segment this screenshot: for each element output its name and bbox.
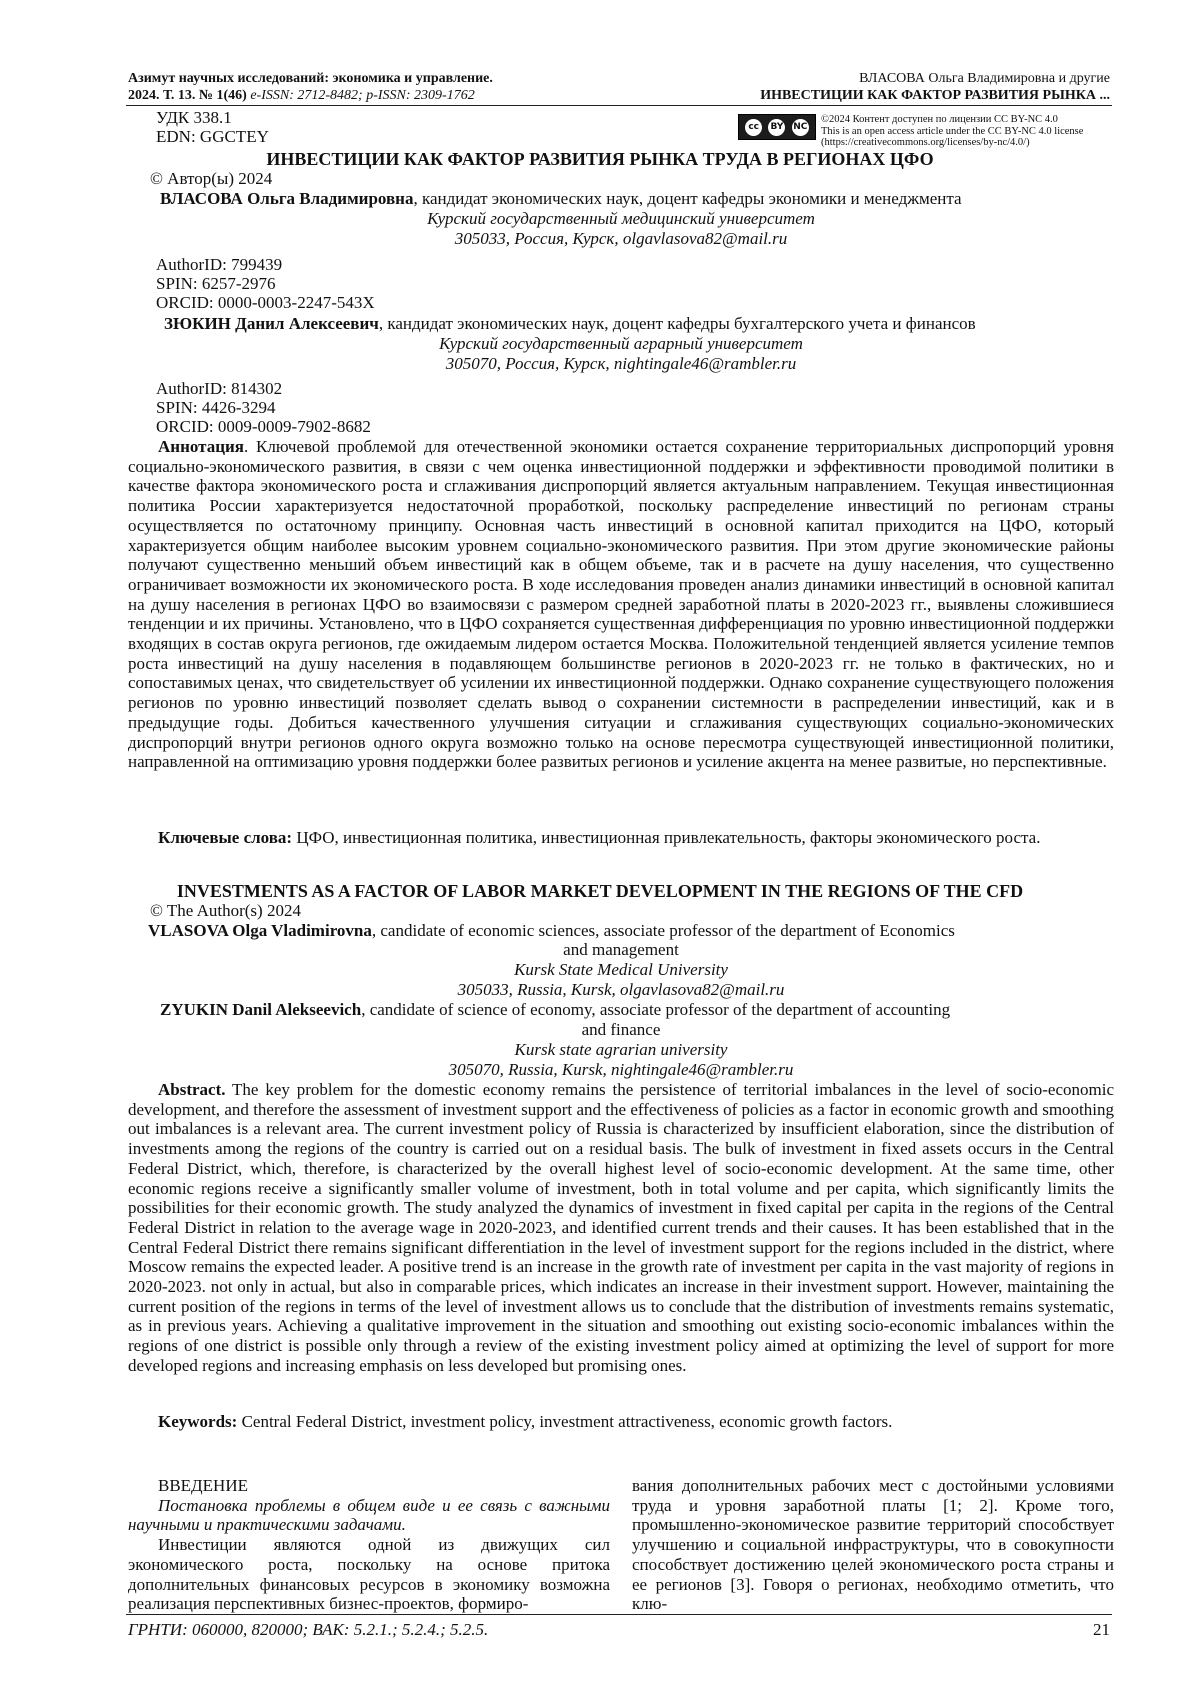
author1-name-ru: ВЛАСОВА Ольга Владимировна — [160, 189, 414, 208]
author2-org-en: Kursk state agrarian university — [514, 1040, 728, 1059]
copyright-ru: © Автор(ы) 2024 — [150, 169, 273, 188]
author1-spin: SPIN: 6257-2976 — [156, 274, 276, 293]
body-column-right — [632, 1476, 1114, 1614]
keywords-text-ru: ЦФО, инвестиционная политика, инвестиционная привлекательность, факторы экономического роста. — [292, 828, 1041, 847]
author1-role-ru: , кандидат экономических наук, доцент кафедры экономики и менеджмента — [413, 189, 962, 208]
author1-address-ru: 305033, Россия, Курск, olgavlasova82@mail.ru — [454, 229, 788, 248]
journal-header — [128, 70, 493, 104]
author2-name-en: ZYUKIN Danil Alekseevich — [160, 1000, 362, 1019]
author2-spin: SPIN: 4426-3294 — [156, 398, 276, 417]
running-authors: ВЛАСОВА Ольга Владимировна и другие — [859, 71, 1110, 86]
license-link[interactable]: (https://creativecommons.org/licenses/by-nc/4.0/) — [821, 137, 1030, 148]
footer-divider — [126, 1614, 1112, 1615]
classification-codes: ГРНТИ: 060000, 820000; ВАК: 5.2.1.; 5.2.4.; 5.2.5. — [128, 1620, 489, 1639]
author2-orcid: ORCID: 0009-0009-7902-8682 — [156, 417, 371, 436]
author1-org-en: Kursk State Medical University — [514, 960, 728, 979]
journal-name: Азимут научных исследований: экономика и управление. — [128, 71, 493, 86]
journal-volume: 2024. Т. 13. № 1(46) — [128, 88, 247, 103]
keywords-label-en: Keywords: — [158, 1412, 238, 1431]
author2-en — [160, 1000, 950, 1020]
nc-icon: NC — [792, 119, 809, 136]
journal-issn: e-ISSN: 2712-8482; p-ISSN: 2309-1762 — [250, 88, 475, 103]
author2-org-ru: Курский государственный аграрный университет — [439, 334, 803, 353]
author2-ru — [164, 314, 976, 334]
keywords-text-en: Central Federal District, investment policy, investment attractiveness, economic growth factors. — [237, 1412, 893, 1431]
abstract-text-ru: . Ключевой проблемой для отечественной экономики остается сохранение территориальных диспропорций уровня социально-экономического развития, в связи с чем оценка инвестиционной поддержки и эффективности проводимой политики в качестве фактора экономического роста и сглаживания диспропорций является актуальным направлением. Текущая инвестиционная политика России характеризуется недостаточной проработкой, поскольку распределение инвестиций по регионам страны осуществляется по остаточному принципу. Основная часть инвестиций в основной капитал приходится на ЦФО, который характеризуется общим наиболее высоким уровнем социально-экономического развития. При этом другие экономические районы получают существенно меньший объем инвестиций как в общем объеме, так и в расчете на душу населения, что существенно ограничивает возможности их экономического роста. В ходе исследования проведен анализ динамики инвестиций в основной капитал на душу населения в регионах ЦФО во взаимосвязи с размером средней заработной платы в 2020-2023 гг., выявлены сложившиеся тенденции и их причины. Установлено, что в ЦФО сохраняется существенная дифференциация по уровню инвестиционной поддержки входящих в состав округа регионов, где ожидаемым лидером остается Москва. Положительной тенденцией является усиление темпов роста инвестиций на душу населения в подавляющем большинстве регионов в 2020-2023 гг. не только в фактических, но и сопоставимых ценах, что свидетельствует об усилении их инвестиционной поддержки. Однако сохранение существующего положения регионов по уровню инвестиций позволяет сделать вывод о сохранении системности в распределении инвестиций, как и в предыдущие годы. Добиться качественного улучшения ситуации и сглаживания существующих социально-экономических диспропорций внутри регионов одного округа возможно только на основе пересмотра существующей инвестиционной политики, направленной на оптимизацию уровня поддержки более развитых регионов и усиление акцента на менее развитые, но перспективные. — [128, 437, 1114, 772]
abstract-label-ru: Аннотация — [158, 437, 244, 456]
edn-code: EDN: GGCTEY — [156, 127, 269, 146]
keywords-en — [128, 1412, 1114, 1432]
author2-name-ru: ЗЮКИН Данил Алексеевич — [164, 314, 379, 333]
keywords-label-ru: Ключевые слова: — [158, 828, 293, 847]
author2-address-en: 305070, Russia, Kursk, nightingale46@rambler.ru — [448, 1060, 794, 1079]
section-heading: ВВЕДЕНИЕ — [158, 1476, 248, 1495]
author1-org-ru: Курский государственный медицинский университет — [427, 209, 815, 228]
author2-authorid: AuthorID: 814302 — [156, 379, 283, 398]
author2-role-ru: , кандидат экономических наук, доцент кафедры бухгалтерского учета и финансов — [378, 314, 976, 333]
author1-role-cont-en: and management — [563, 940, 679, 959]
author1-ru — [160, 189, 962, 209]
license-block — [738, 114, 1098, 149]
abstract-ru — [128, 437, 1114, 772]
running-title — [760, 70, 1110, 104]
body-paragraph-right: вания дополнительных рабочих мест с достойными условиями труда и уровня заработной платы [1; 2]. Кроме того, промышленно-экономическое развитие территорий способствует улучшению и социальной инфраструктуры, что в совокупности способствует достижению целей экономического роста страны и ее регионов [3]. Говоря о регионах, необходимо отметить, что клю- — [632, 1476, 1114, 1614]
copyright-en: © The Author(s) 2024 — [150, 901, 301, 920]
by-icon: BY — [768, 119, 785, 136]
author1-orcid: ORCID: 0000-0003-2247-543X — [156, 293, 375, 312]
section-subtitle: Постановка проблемы в общем виде и ее связь с важными научными и практическими задачами. — [128, 1495, 610, 1535]
page-number: 21 — [1093, 1620, 1110, 1639]
author1-authorid: AuthorID: 799439 — [156, 255, 283, 274]
cc-license-badge-icon[interactable] — [738, 114, 816, 140]
abstract-text-en: The key problem for the domestic economy remains the persistence of territorial imbalances in the level of socio-economic development, and therefore the assessment of investment support and the effectiveness of policies as a factor in economic growth and smoothing out imbalances is a relevant area. The current investment policy of Russia is characterized by insufficient elaboration, since the distribution of investments among the regions of the country is carried out on a residual basis. The bulk of investment in fixed assets occurs in the Central Federal District, which, therefore, is characterized by the overall highest level of socio-economic development. At the same time, other economic regions receive a significantly smaller volume of investment, both in total volume and per capita, which significantly limits the possibilities for their economic growth. The study analyzed the dynamics of investment in fixed capital per capita in the regions of the Central Federal District in relation to the average wage in 2020-2023, and identified current trends and their causes. It has been established that in the Central Federal District there remains significant differentiation in the level of investment support for the regions included in the district, where Moscow remains the expected leader. A positive trend is an increase in the growth rate of investment per capita in the vast majority of regions in 2020-2023. not only in actual, but also in comparable prices, which indicates an increase in their investment support. However, maintaining the current position of the regions in terms of the level of investment allows us to conclude that the distribution of investments remains systematic, as in previous years. Achieving a qualitative improvement in the situation and smoothing out existing socio-economic imbalances within the regions of one district is possible only through a review of the existing investment policy aimed at optimizing the level of support for more developed regions and increasing emphasis on less developed but promising ones. — [128, 1080, 1114, 1375]
author1-address-en: 305033, Russia, Kursk, olgavlasova82@mail.ru — [457, 980, 785, 999]
body-column-left — [128, 1476, 610, 1614]
body-paragraph-left: Инвестиции являются одной из движущих сил экономического роста, поскольку на основе притока дополнительных финансовых ресурсов в экономику возможна реализация перспективных бизнес-проектов, формиро- — [128, 1535, 610, 1614]
author1-en — [148, 921, 955, 941]
keywords-ru — [128, 828, 1114, 848]
abstract-en — [128, 1080, 1114, 1376]
cc-icon: cc — [745, 119, 762, 136]
license-text: ©2024 Контент доступен по лицензии CC BY-NC 4.0 This is an open access article under the CC BY-NC 4.0 license (https://creativecommons.org/licenses/by-nc/4.0/) — [821, 114, 1084, 148]
udk-code: УДК 338.1 — [156, 108, 232, 127]
abstract-label-en: Abstract. — [158, 1080, 226, 1099]
author1-name-en: VLASOVA Olga Vladimirovna — [148, 921, 372, 940]
author1-role-en: , candidate of economic sciences, associate professor of the department of Economics — [371, 921, 955, 940]
header-divider — [126, 105, 1112, 106]
article-title-en: INVESTMENTS AS A FACTOR OF LABOR MARKET DEVELOPMENT IN THE REGIONS OF THE CFD — [176, 881, 1024, 901]
article-title-ru: ИНВЕСТИЦИИ КАК ФАКТОР РАЗВИТИЯ РЫНКА ТРУДА В РЕГИОНАХ ЦФО — [266, 149, 934, 169]
running-article-title: ИНВЕСТИЦИИ КАК ФАКТОР РАЗВИТИЯ РЫНКА ... — [760, 88, 1110, 103]
author2-address-ru: 305070, Россия, Курск, nightingale46@rambler.ru — [445, 354, 797, 373]
author2-role-en: , candidate of science of economy, associate professor of the department of accounting — [361, 1000, 951, 1019]
author2-role-cont-en: and finance — [581, 1020, 661, 1039]
